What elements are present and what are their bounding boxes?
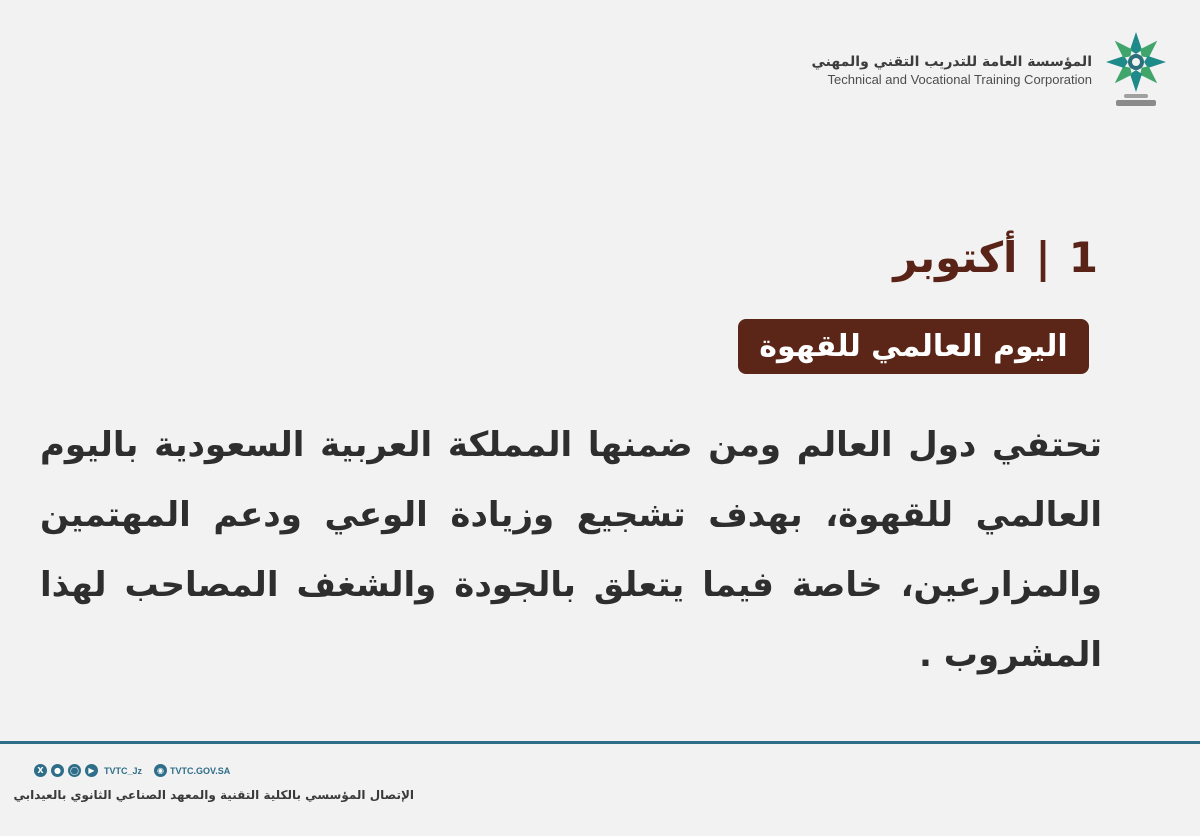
instagram-icon[interactable]: ◯ [68, 764, 81, 777]
date-separator: | [1035, 233, 1051, 282]
globe-icon: ◉ [154, 764, 167, 777]
org-logo [812, 28, 1171, 112]
org-name-arabic: المؤسسة العامة للتدريب التقني والمهني [811, 54, 1092, 70]
org-name-block [812, 52, 1093, 88]
tvtc-logo-icon [1102, 28, 1170, 112]
x-icon[interactable]: X [34, 764, 47, 777]
footer-divider [0, 741, 1200, 744]
date-month: أكتوبر [893, 233, 1018, 282]
youtube-icon[interactable]: ▶ [85, 764, 98, 777]
website-text: TVTC.GOV.SA [170, 765, 231, 776]
body-paragraph: تحتفي دول العالم ومن ضمنها المملكة العربية السعودية باليوم العالمي للقهوة، بهدف تشجيع وزيادة الوعي ودعم المهتمين والمزارعين، خاصة فيما يتعلق بالجودة والشغف المصاحب لهذا المشروب . [40, 425, 1102, 675]
footer-caption: الإتصال المؤسسي بالكلية التقنية والمعهد الصناعي الثانوي بالعيدابي [13, 788, 414, 802]
website-link[interactable] [154, 764, 230, 777]
title-badge: اليوم العالمي للقهوة [738, 319, 1089, 374]
date-heading [893, 228, 1098, 288]
footer-social-bar [34, 764, 230, 777]
social-handle[interactable]: TVTC_Jz [104, 765, 143, 776]
snapchat-icon[interactable]: ● [51, 764, 64, 777]
date-day: 1 [1068, 233, 1098, 282]
org-name-english: Technical and Vocational Training Corporation [827, 72, 1092, 87]
